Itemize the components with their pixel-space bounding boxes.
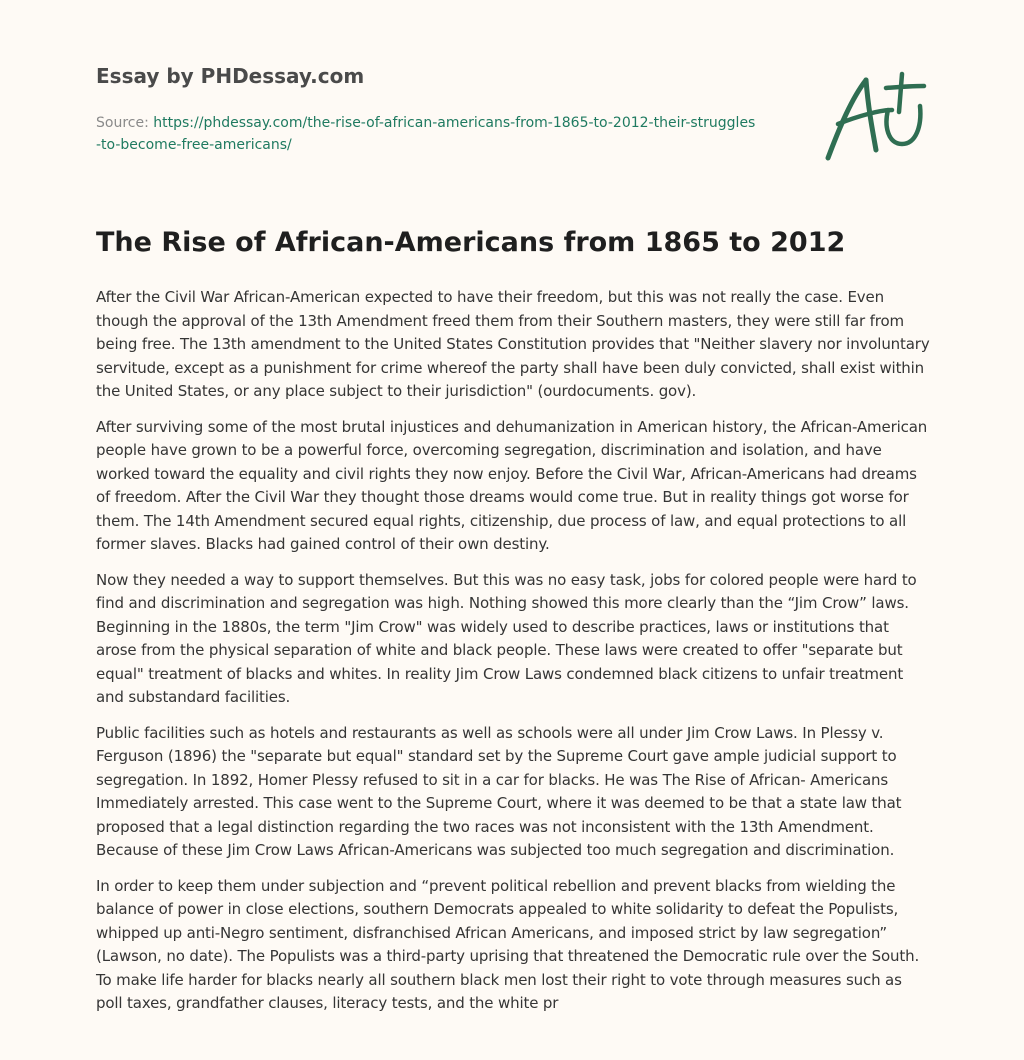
essay-title: The Rise of African-Americans from 1865 to 2012 xyxy=(96,227,846,258)
paragraph: Public facilities such as hotels and restaurants as well as schools were all under Jim Crow Laws. In Plessy v. Ferguson (1896) the "separate but equal" standard set by the Supreme Court gave ample judicial support to segregation. In 1892, Homer Plessy refused to sit in a car for blacks. He was The Rise of African- Americans Immediately arrested. This case went to the Supreme Court, where it was deemed to be that a state law that proposed that a legal distinction regarding the two races was not inconsistent with the 13th Amendment. Because of these Jim Crow Laws African-Americans was subjected too much segregation and discrimination. xyxy=(96,723,902,859)
essay-body xyxy=(96,286,931,1028)
paragraph: After the Civil War African-American expected to have their freedom, but this was not really the case. Even though the approval of the 13th Amendment freed them from their Southern masters, they were still far from being free. The 13th amendment to the United States Constitution provides that "Neither slavery nor involuntary servitude, except as a punishment for crime whereof the party shall have been duly convicted, shall exist within the United States, or any place subject to their jurisdiction" (ourdocuments. gov). xyxy=(96,288,930,400)
source-label: Source: xyxy=(96,115,154,131)
paragraph: After surviving some of the most brutal injustices and dehumanization in American history, the African-American people have grown to be a powerful force, overcoming segregation, discrimination and isolation, and have worked toward the equality and civil rights they now enjoy. Before the Civil War, African-Americans had dreams of freedom. After the Civil War they thought those dreams would come true. But in reality things got worse for them. The 14th Amendment secured equal rights, citizenship, due process of law, and equal protections to all former slaves. Blacks had gained control of their own destiny. xyxy=(96,417,928,553)
a-plus-grade-icon xyxy=(818,66,930,166)
source-link[interactable]: https://phdessay.com/the-rise-of-african-americans-from-1865-to-2012-their-struggles-to-become-free-americans/ xyxy=(96,115,756,153)
site-title: Essay by PHDessay.com xyxy=(96,64,365,88)
page-header xyxy=(96,62,796,156)
paragraph: In order to keep them under subjection and “prevent political rebellion and prevent blacks from wielding the balance of power in close elections, southern Democrats appealed to white solidarity to defeat the Populists, whipped up anti-Negro sentiment, disfranchised African Americans, and imposed strict by law segregation” (Lawson, no date). The Populists was a third-party uprising that threatened the Democratic rule over the South. To make life harder for blacks nearly all southern black men lost their right to vote through measures such as poll taxes, grandfather clauses, literacy tests, and the white pr xyxy=(96,876,920,1012)
source-line xyxy=(96,112,756,156)
paragraph: Now they needed a way to support themselves. But this was no easy task, jobs for colored people were hard to find and discrimination and segregation was high. Nothing showed this more clearly than the “Jim Crow” laws. Beginning in the 1880s, the term "Jim Crow" was widely used to describe practices, laws or institutions that arose from the physical separation of white and black people. These laws were created to offer "separate but equal" treatment of blacks and whites. In reality Jim Crow Laws condemned black citizens to unfair treatment and substandard facilities. xyxy=(96,570,917,706)
